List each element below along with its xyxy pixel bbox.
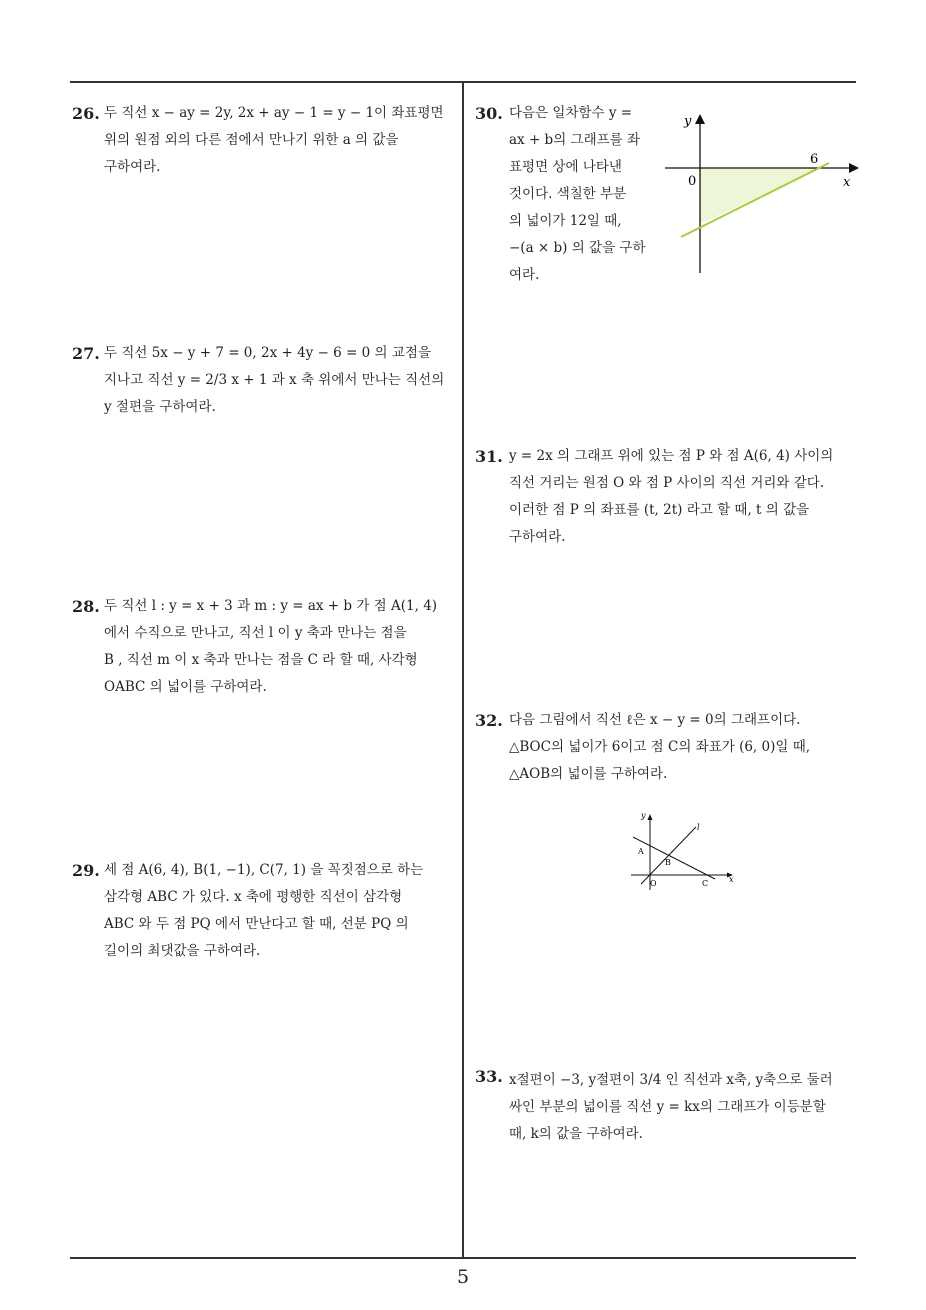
problem-number: 33. [475, 1067, 503, 1086]
problem-number: 27. [72, 344, 100, 363]
problem-27 [72, 340, 459, 421]
point-b-label: B [665, 858, 671, 867]
problem-text: 두 직선 x − ay = 2y, 2x + ay − 1 = y − 1이 좌표평면 위의 원점 외의 다른 점에서 만나기 위한 a 의 값을 구하여라. [104, 105, 444, 175]
problem-number: 32. [475, 711, 503, 730]
problem-number: 26. [72, 104, 100, 123]
problem-text: 다음 그림에서 직선 ℓ은 x − y = 0의 그래프이다. △BOC의 넓이가 6이고 점 C의 좌표가 (6, 0)일 때, △AOB의 넓이를 구하여라. [509, 712, 811, 782]
problem-text: y = 2x 의 그래프 위에 있는 점 P 와 점 A(6, 4) 사이의 직선 거리는 원점 O 와 점 P 사이의 직선 거리와 같다. 이러한 점 P 의 좌표를 (t, 2t) 라고 할 때, t 의 값을 구하여라. [509, 448, 834, 545]
point-a-label: A [638, 847, 644, 856]
y-axis-label: y [684, 114, 692, 129]
problem-number: 29. [72, 861, 100, 880]
column-divider [462, 82, 464, 1258]
problem-text: 두 직선 l : y = x + 3 과 m : y = ax + b 가 점 A(1, 4) 에서 수직으로 만나고, 직선 l 이 y 축과 만나는 점을 B , 직선 m 이 x 축과 만나는 점을 C 라 할 때, 사각형 OABC 의 넓이를 구하여라. [104, 598, 438, 695]
y-axis-arrow-icon [695, 114, 705, 124]
x-intercept-label: 6 [810, 152, 819, 167]
problem-text: 두 직선 5x − y + 7 = 0, 2x + 4y − 6 = 0 의 교점을 지나고 직선 y = 2/3 x + 1 과 x 축 위에서 만나는 직선의 y 절편을 구하여라. [104, 345, 445, 415]
figure-30-graph [655, 105, 865, 280]
x-axis-label: x [729, 875, 734, 884]
point-c-label: C [702, 879, 709, 888]
y-axis-arrow-icon [648, 814, 653, 820]
x-axis-label: x [843, 175, 851, 190]
x-axis-arrow-icon [849, 163, 859, 173]
figure-32-graph [625, 806, 740, 896]
line-l-label: l [697, 823, 700, 832]
problem-30 [475, 100, 659, 289]
origin-label: O [650, 879, 657, 888]
problem-text: 다음은 일차함수 y = ax + b의 그래프를 좌 표평면 상에 나타낸 것이다. 색칠한 부분 의 넓이가 12일 때, −(a × b) 의 값을 구하 여라. [509, 105, 646, 283]
page-number: 5 [456, 1266, 470, 1288]
line-ac [633, 837, 715, 879]
problem-text: 세 점 A(6, 4), B(1, −1), C(7, 1) 을 꼭짓점으로 하는 삼각형 ABC 가 있다. x 축에 평행한 직선이 삼각형 ABC 와 두 점 PQ 에서 만난다고 할 때, 선분 PQ 의 길이의 최댓값을 구하여라. [104, 862, 424, 959]
problem-text: x절편이 −3, y절편이 3/4 인 직선과 x축, y축으로 둘러 싸인 부분의 넓이를 직선 y = kx의 그래프가 이등분할 때, k의 값을 구하여라. [509, 1072, 833, 1142]
problem-32 [475, 707, 810, 788]
problem-number: 31. [475, 447, 503, 466]
problem-31 [475, 443, 833, 551]
bottom-rule [70, 1257, 856, 1259]
problem-26 [72, 100, 459, 181]
problem-29 [72, 857, 459, 965]
problem-number: 30. [475, 104, 503, 123]
problem-number: 28. [72, 597, 100, 616]
y-axis-label: y [641, 811, 646, 820]
origin-label: 0 [688, 174, 697, 189]
problem-28 [72, 593, 459, 701]
problem-33 [475, 1063, 833, 1148]
